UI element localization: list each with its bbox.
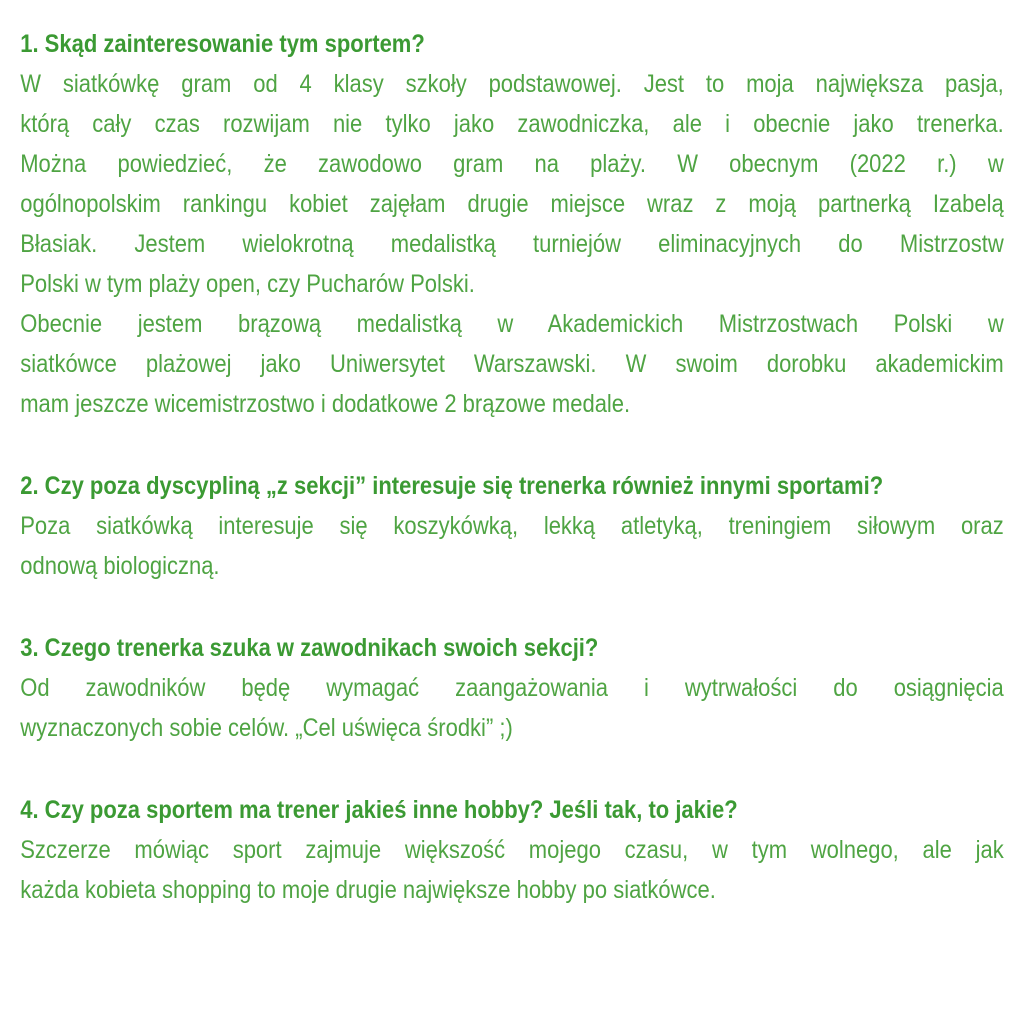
answer-1-line-1: W siatkówkę gram od 4 klasy szkoły podstawowej. Jest to moja największa pasja,: [20, 70, 1004, 98]
answer-1-line-2: którą cały czas rozwijam nie tylko jako zawodniczka, ale i obecnie jako trenerka.: [20, 110, 1004, 138]
answer-1-line-6: Polski w tym plaży open, czy Pucharów Polski.: [20, 270, 475, 298]
answer-1-line-8: siatkówce plażowej jako Uniwersytet Warszawski. W swoim dorobku akademickim: [20, 350, 1004, 378]
answer-4-line-2: każda kobieta shopping to moje drugie największe hobby po siatkówce.: [20, 876, 716, 904]
question-3-heading: 3. Czego trenerka szuka w zawodnikach swoich sekcji?: [20, 634, 599, 662]
answer-1-line-4: ogólnopolskim rankingu kobiet zajęłam drugie miejsce wraz z moją partnerką Izabelą: [20, 190, 1004, 218]
answer-1-line-5: Błasiak. Jestem wielokrotną medalistką turniejów eliminacyjnych do Mistrzostw: [20, 230, 1004, 258]
answer-1-line-7: Obecnie jestem brązową medalistką w Akademickich Mistrzostwach Polski w: [20, 310, 1004, 338]
question-section-1: [20, 24, 1004, 424]
question-section-2: [20, 466, 1004, 586]
answer-2-line-2: odnową biologiczną.: [20, 552, 220, 580]
answer-3-line-2: wyznaczonych sobie celów. „Cel uświęca środki” ;): [20, 714, 513, 742]
answer-1-line-9: mam jeszcze wicemistrzostwo i dodatkowe 2 brązowe medale.: [20, 390, 631, 418]
question-section-3: [20, 628, 1004, 748]
answer-2-line-1: Poza siatkówką interesuje się koszykówką, lekką atletyką, treningiem siłowym oraz: [20, 512, 1004, 540]
answer-3-line-1: Od zawodników będę wymagać zaangażowania i wytrwałości do osiągnięcia: [20, 674, 1004, 702]
answer-1-line-3: Można powiedzieć, że zawodowo gram na plaży. W obecnym (2022 r.) w: [20, 150, 1004, 178]
question-1-heading: 1. Skąd zainteresowanie tym sportem?: [20, 30, 425, 58]
question-2-heading: 2. Czy poza dyscypliną „z sekcji” interesuje się trenerka również innymi sportami?: [20, 472, 884, 500]
answer-4-line-1: Szczerze mówiąc sport zajmuje większość mojego czasu, w tym wolnego, ale jak: [20, 836, 1004, 864]
question-section-4: [20, 790, 1004, 910]
question-4-heading: 4. Czy poza sportem ma trener jakieś inne hobby? Jeśli tak, to jakie?: [20, 796, 738, 824]
